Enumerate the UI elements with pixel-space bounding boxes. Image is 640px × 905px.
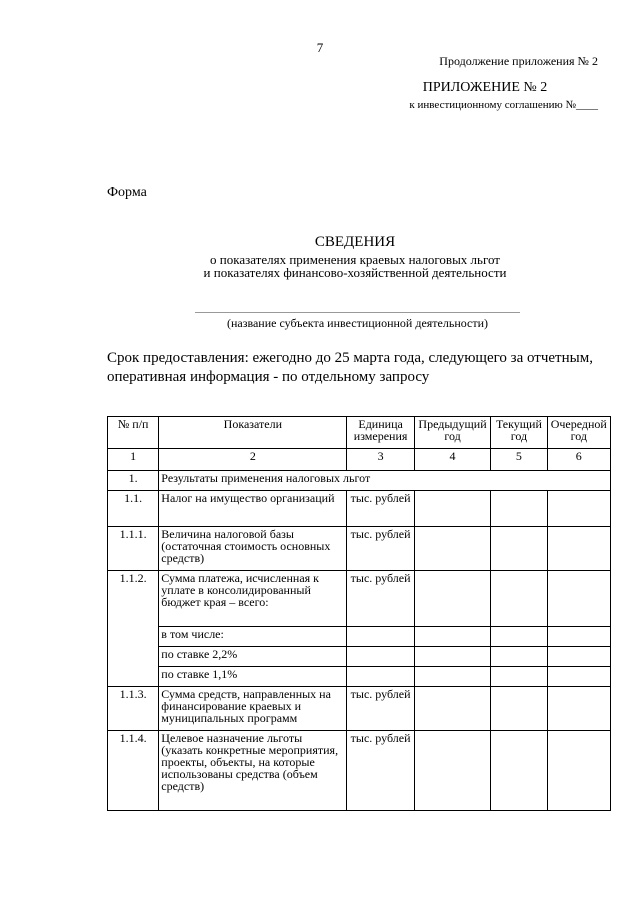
row-value-current[interactable] bbox=[491, 491, 547, 527]
col-number: 2 bbox=[159, 449, 347, 471]
row-unit: тыс. рублей bbox=[347, 571, 414, 627]
row-value-current[interactable] bbox=[491, 527, 547, 571]
col-number: 4 bbox=[414, 449, 490, 471]
table-row bbox=[108, 627, 611, 647]
row-unit: тыс. рублей bbox=[347, 731, 414, 811]
row-value-previous[interactable] bbox=[414, 571, 490, 627]
col-number: 6 bbox=[547, 449, 610, 471]
row-indicator: по ставке 2,2% bbox=[159, 647, 347, 667]
name-caption: (название субъекта инвестиционной деятельности) bbox=[226, 316, 489, 330]
row-value-next[interactable] bbox=[547, 527, 610, 571]
row-value-current[interactable] bbox=[491, 647, 547, 667]
row-unit bbox=[347, 667, 414, 687]
row-unit bbox=[347, 647, 414, 667]
row-value-next[interactable] bbox=[547, 687, 610, 731]
row-number: 1.1.2. bbox=[108, 571, 159, 687]
table-row bbox=[108, 731, 611, 811]
row-indicator: Сумма платежа, исчисленная к уплате в консолидированный бюджет края – всего: bbox=[159, 571, 347, 627]
row-indicator: Сумма средств, направленных на финансирование краевых и муниципальных программ bbox=[159, 687, 347, 731]
row-unit bbox=[347, 627, 414, 647]
row-value-current[interactable] bbox=[491, 687, 547, 731]
table-row bbox=[108, 687, 611, 731]
row-unit: тыс. рублей bbox=[347, 527, 414, 571]
row-value-current[interactable] bbox=[491, 731, 547, 811]
row-indicator: Величина налоговой базы (остаточная стоимость основных средств) bbox=[159, 527, 347, 571]
row-number: 1.1.1. bbox=[108, 527, 159, 571]
continuation-note: Продолжение приложения № 2 bbox=[439, 54, 598, 68]
row-value-next[interactable] bbox=[547, 571, 610, 627]
table-row bbox=[108, 527, 611, 571]
appendix-title: ПРИЛОЖЕНИЕ № 2 bbox=[422, 80, 548, 95]
indicators-table bbox=[107, 416, 611, 811]
header-num: № п/п bbox=[108, 417, 159, 449]
row-indicator: Налог на имущество организаций bbox=[159, 491, 347, 527]
page-number: 7 bbox=[316, 40, 324, 55]
header-indicator: Показатели bbox=[159, 417, 347, 449]
header-next-year: Очередной год bbox=[547, 417, 610, 449]
row-value-next[interactable] bbox=[547, 491, 610, 527]
table-row bbox=[108, 571, 611, 627]
row-unit: тыс. рублей bbox=[347, 491, 414, 527]
name-line bbox=[195, 312, 520, 313]
col-number: 3 bbox=[347, 449, 414, 471]
doc-subtitle bbox=[0, 253, 640, 279]
row-number: 1.1.4. bbox=[108, 731, 159, 811]
form-label: Форма bbox=[107, 185, 147, 200]
doc-subtitle-line-1: о показателях применения краевых налоговых льгот bbox=[210, 252, 500, 267]
row-number: 1.1. bbox=[108, 491, 159, 527]
row-indicator: в том числе: bbox=[159, 627, 347, 647]
appendix-subtitle: к инвестиционному соглашению №____ bbox=[409, 99, 598, 111]
header-current-year: Текущий год bbox=[491, 417, 547, 449]
column-number-row bbox=[108, 449, 611, 471]
col-number: 1 bbox=[108, 449, 159, 471]
table-row bbox=[108, 667, 611, 687]
col-number: 5 bbox=[491, 449, 547, 471]
table-header-row bbox=[108, 417, 611, 449]
row-value-previous[interactable] bbox=[414, 491, 490, 527]
row-value-next[interactable] bbox=[547, 667, 610, 687]
header-previous-year: Предыдущий год bbox=[414, 417, 490, 449]
table-row bbox=[108, 491, 611, 527]
row-value-next[interactable] bbox=[547, 731, 610, 811]
header-unit: Единица измерения bbox=[347, 417, 414, 449]
row-value-current[interactable] bbox=[491, 627, 547, 647]
row-value-next[interactable] bbox=[547, 627, 610, 647]
submission-term: Срок предоставления: ежегодно до 25 марта года, следующего за отчетным, оперативная информация - по отдельному запросу bbox=[107, 350, 593, 385]
row-value-current[interactable] bbox=[491, 571, 547, 627]
row-indicator: по ставке 1,1% bbox=[159, 667, 347, 687]
row-value-previous[interactable] bbox=[414, 527, 490, 571]
row-value-previous[interactable] bbox=[414, 627, 490, 647]
row-number: 1.1.3. bbox=[108, 687, 159, 731]
row-value-current[interactable] bbox=[491, 667, 547, 687]
row-value-previous[interactable] bbox=[414, 667, 490, 687]
row-value-previous[interactable] bbox=[414, 731, 490, 811]
row-value-previous[interactable] bbox=[414, 647, 490, 667]
section-row bbox=[108, 471, 611, 491]
doc-subtitle-line-2: и показателях финансово-хозяйственной деятельности bbox=[203, 265, 507, 280]
table-row bbox=[108, 647, 611, 667]
row-value-next[interactable] bbox=[547, 647, 610, 667]
row-value-previous[interactable] bbox=[414, 687, 490, 731]
section-number: 1. bbox=[108, 471, 159, 491]
row-unit: тыс. рублей bbox=[347, 687, 414, 731]
doc-title: СВЕДЕНИЯ bbox=[314, 234, 396, 250]
section-title: Результаты применения налоговых льгот bbox=[159, 471, 611, 491]
row-indicator: Целевое назначение льготы (указать конкретные мероприятия, проекты, объекты, на которые использованы средства (объем средств) bbox=[159, 731, 347, 811]
